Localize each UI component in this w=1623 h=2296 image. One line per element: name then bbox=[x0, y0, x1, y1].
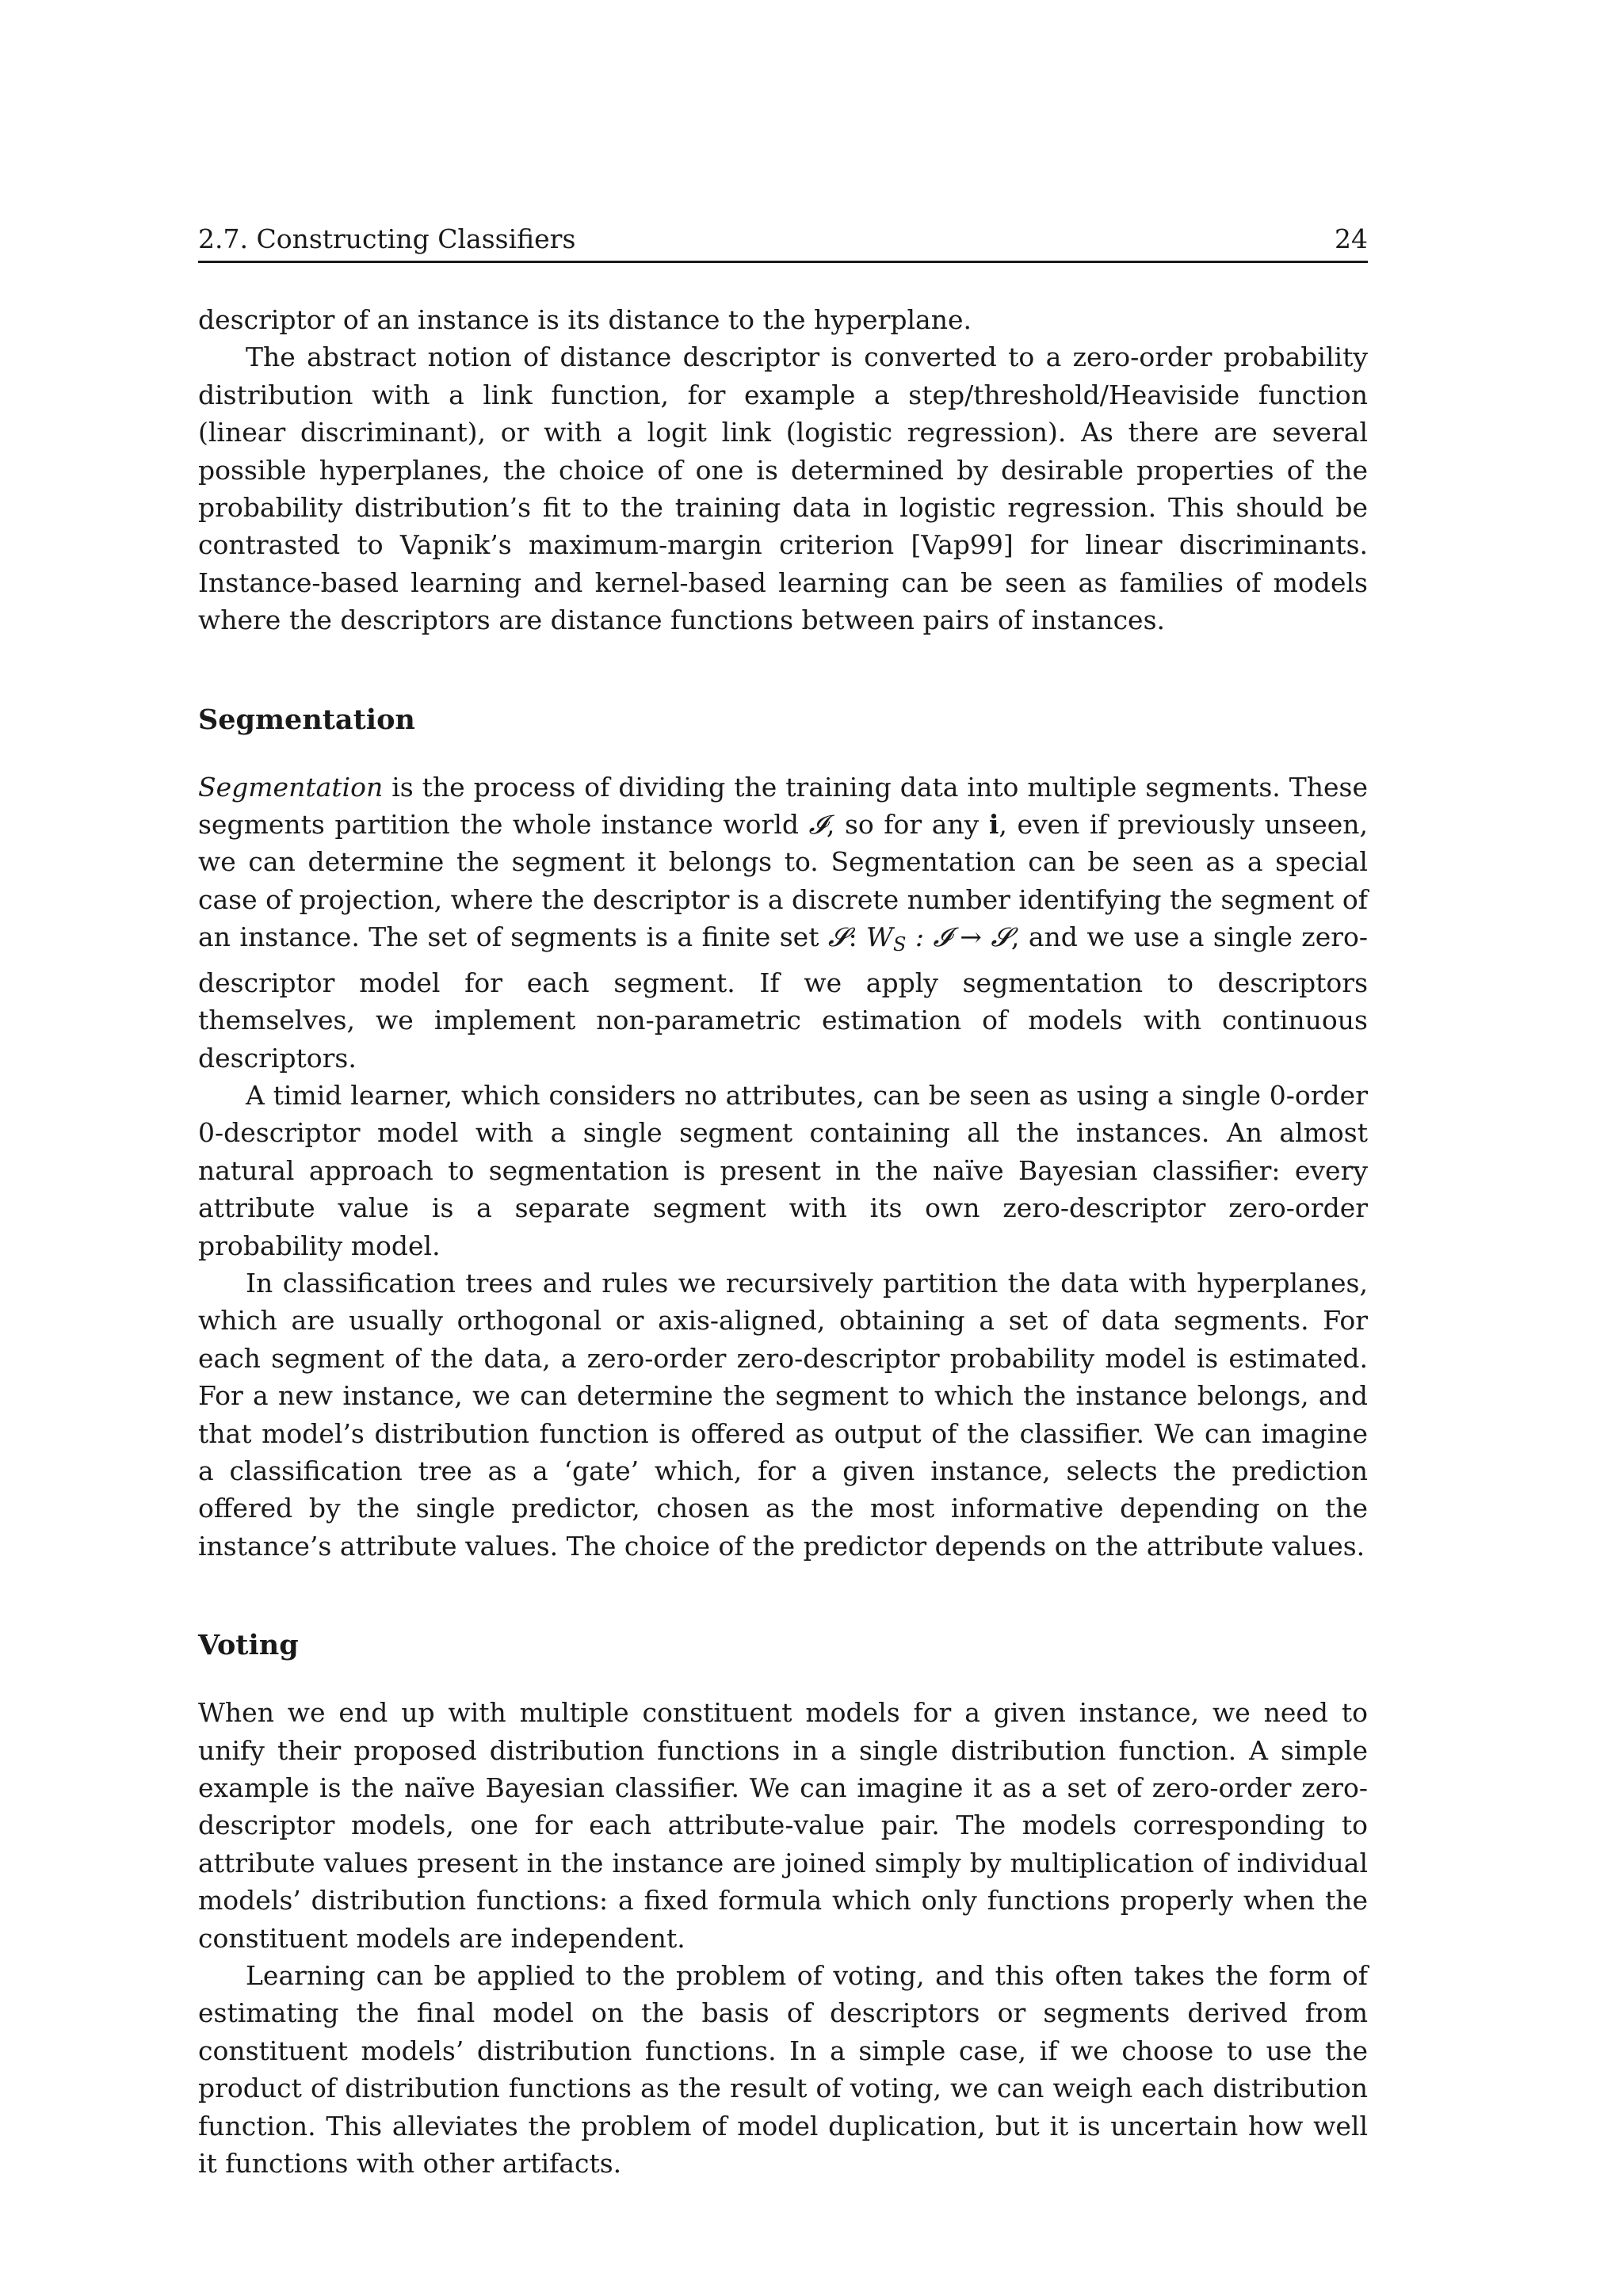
math-symbol: 𝓘 bbox=[808, 809, 827, 841]
page bbox=[198, 223, 1368, 2182]
paragraph: The abstract notion of distance descriptor is converted to a zero-order probability distribution with a link function, for example a step/threshold/Heaviside function (linear discriminant), or with a logit link (logistic regression). As there are several possible hyperplanes, the choice of one is determined by desirable properties of the probability distribution’s fit to the training data in logistic regression. This should be contrasted to Vapnik’s maximum-margin criterion [Vap99] for linear discriminants. Instance-based learning and kernel-based learning can be seen as families of models where the descriptors are distance functions between pairs of instances. bbox=[198, 341, 1368, 636]
math-symbol: W bbox=[866, 921, 893, 953]
section-title: 2.7. Constructing Classifiers bbox=[198, 223, 576, 254]
math-symbol: 𝓢 bbox=[827, 921, 849, 953]
section-heading-segmentation: Segmentation bbox=[198, 703, 415, 736]
math-symbol: i bbox=[988, 809, 999, 841]
paragraph: Learning can be applied to the problem of voting, and this often takes the form of estimating the final model on the basis of descriptors or segments derived from constituent models’ distribution functions. In a simple case, if we choose to use the product of distribution functions as the result of voting, we can weigh each distribution function. This alleviates the problem of model duplication, but it is uncertain how well it functions with other artifacts. bbox=[198, 1960, 1368, 2180]
defined-term: Segmentation bbox=[198, 771, 384, 803]
paragraph: descriptor of an instance is its distance to the hyperplane. bbox=[198, 304, 972, 335]
running-header bbox=[198, 223, 1368, 263]
page-number: 24 bbox=[1335, 223, 1368, 254]
paragraph: Segmentation is the process of dividing the training data into multiple segments. These segments partition the whole instance world 𝓘, so for any i, even if previously unseen, we can determine the segment it belongs to. Segmentation can be seen as a special case of projection, where the descriptor is a discrete number identifying the segment of an instance. The set of segments is a finite set 𝓢: $W_S$ : 𝓘 → 𝓢, and we use a single zero-descriptor model for each segment. If we apply segmentation to descriptors themselves, we implement non-parametric estimation of models with continuous descriptors. bbox=[198, 771, 1369, 1074]
body-text bbox=[198, 301, 1368, 2182]
math-expression: : 𝓘 → 𝓢 bbox=[906, 921, 1011, 953]
section-heading-voting: Voting bbox=[198, 1629, 299, 1662]
math-subscript: S bbox=[892, 933, 907, 956]
paragraph: When we end up with multiple constituent models for a given instance, we need to unify their proposed distribution functions in a single distribution function. A simple example is the naïve Bayesian classifier. We can imagine it as a set of zero-order zero-descriptor models, one for each attribute-value pair. The models corresponding to attribute values present in the instance are joined simply by multiplication of individual models’ distribution functions: a fixed formula which only functions properly when the constituent models are independent. bbox=[198, 1697, 1368, 1954]
paragraph: In classification trees and rules we recursively partition the data with hyperplanes, which are usually orthogonal or axis-aligned, obtaining a set of data segments. For each segment of the data, a zero-order zero-descriptor probability model is estimated. For a new instance, we can determine the segment to which the instance belongs, and that model’s distribution function is offered as output of the classifier. We can imagine a classification tree as a ‘gate’ which, for a given instance, selects the prediction offered by the single predictor, chosen as the most informative depending on the instance’s attribute values. The choice of the predictor depends on the attribute values. bbox=[198, 1267, 1368, 1562]
paragraph: A timid learner, which considers no attributes, can be seen as using a single 0-order 0-descriptor model with a single segment containing all the instances. An almost natural approach to segmentation is present in the naïve Bayesian classifier: every attribute value is a separate segment with its own zero-descriptor zero-order probability model. bbox=[198, 1079, 1368, 1261]
